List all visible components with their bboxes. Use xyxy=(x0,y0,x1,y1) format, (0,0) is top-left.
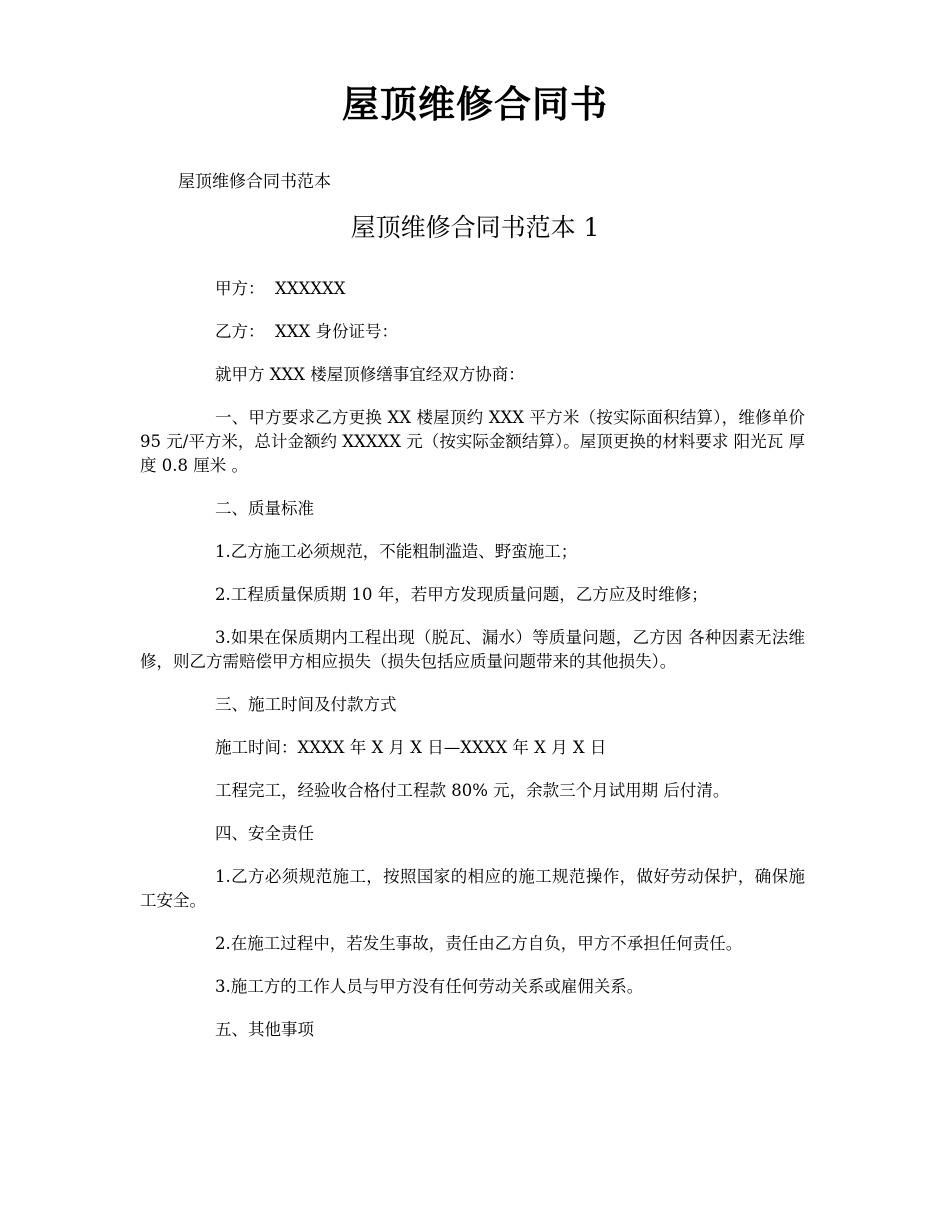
document-title: 屋顶维修合同书 xyxy=(342,82,608,126)
section-2-heading: 二、质量标准 xyxy=(215,499,314,518)
intro-paragraph: 就甲方 XXX 楼屋顶修缮事宜经双方协商： xyxy=(215,365,525,384)
clause-2-1: 1.乙方施工必须规范，不能粗制滥造、野蛮施工； xyxy=(215,542,578,561)
party-b-line: 乙方： XXX 身份证号： xyxy=(215,322,398,341)
section-5-heading: 五、其他事项 xyxy=(215,1020,314,1039)
clause-4-3: 3.施工方的工作人员与甲方没有任何劳动关系或雇佣关系。 xyxy=(215,977,644,996)
clause-4-1: 1.乙方必须规范施工，按照国家的相应的施工规范操作，做好劳动保护，确保施工安全。 xyxy=(140,867,805,910)
section-heading: 屋顶维修合同书范本 1 xyxy=(350,213,600,242)
clause-1-paragraph: 一、甲方要求乙方更换 XX 楼屋顶约 XXX 平方米（按实际面积结算），维修单价 95 元/平方米，总计金额约 XXXXX 元（按实际金额结算）。屋顶更换的材料要求 阳光瓦 厚度 0.8 厘米 。 xyxy=(140,408,811,475)
construction-time: 施工时间：XXXX 年 X 月 X 日—XXXX 年 X 月 X 日 xyxy=(215,738,607,757)
payment-terms: 工程完工，经验收合格付工程款 80% 元，余款三个月试用期 后付清。 xyxy=(215,781,730,800)
clause-2-2: 2.工程质量保质期 10 年，若甲方发现质量问题，乙方应及时维修； xyxy=(215,585,708,604)
section-3-heading: 三、施工时间及付款方式 xyxy=(215,695,397,714)
section-4-heading: 四、安全责任 xyxy=(215,824,314,843)
party-a-line: 甲方： XXXXXX xyxy=(215,279,346,298)
clause-4-2: 2.在施工过程中，若发生事故，责任由乙方自负，甲方不承担任何责任。 xyxy=(215,934,743,953)
clause-2-3: 3.如果在保质期内工程出现（脱瓦、漏水）等质量问题，乙方因 各种因素无法维修，则乙方需赔偿甲方相应损失（损失包括应质量问题带来的其他损失）。 xyxy=(140,628,805,671)
document-subtitle: 屋顶维修合同书范本 xyxy=(178,172,331,192)
document-body xyxy=(140,277,811,1061)
